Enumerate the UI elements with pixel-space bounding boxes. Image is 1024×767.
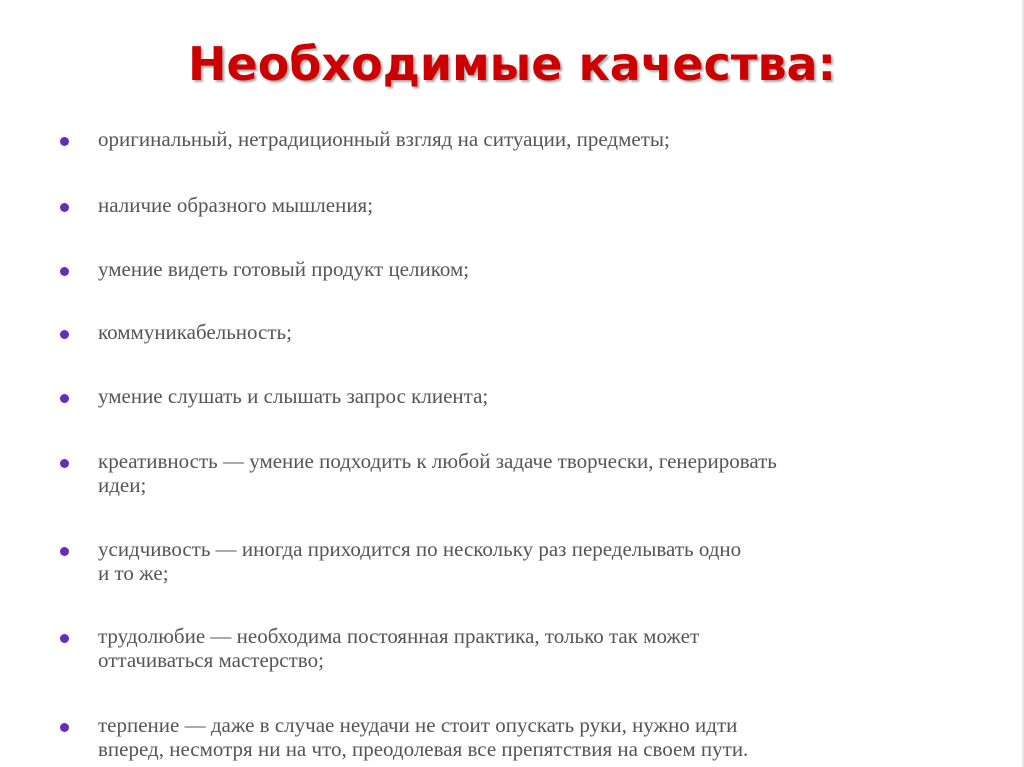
bullet-dot-icon (60, 723, 69, 732)
list-item-text: умение слушать и слышать запрос клиента; (98, 384, 489, 408)
bullet-dot-icon (60, 137, 69, 146)
bullet-dot-icon (60, 634, 69, 643)
slide-title: Необходимые качества: (188, 37, 836, 91)
bullet-dot-icon (60, 203, 69, 212)
bullet-dot-icon (60, 547, 69, 556)
bullet-dot-icon (60, 459, 69, 468)
list-item-text: усидчивость — иногда приходится по нескольку раз переделывать одно и то же; (98, 537, 742, 585)
bullet-dot-icon (60, 267, 69, 276)
list-item-text: терпение — даже в случае неудачи не стоит опускать руки, нужно идти вперед, несмотря ни на что, преодолевая все препятствия на своем пути. (98, 713, 749, 761)
list-item-text: оригинальный, нетрадиционный взгляд на ситуации, предметы; (98, 127, 670, 151)
list-item-text: трудолюбие — необходима постоянная практика, только так может оттачиваться мастерство; (98, 624, 700, 672)
list-item-text: коммуникабельность; (98, 320, 292, 344)
list-item-text: умение видеть готовый продукт целиком; (98, 257, 470, 281)
list-item-text: наличие образного мышления; (98, 193, 374, 217)
bullet-dot-icon (60, 330, 69, 339)
bullet-dot-icon (60, 394, 69, 403)
list-item-text: креативность — умение подходить к любой задаче творчески, генерировать идеи; (98, 449, 777, 497)
